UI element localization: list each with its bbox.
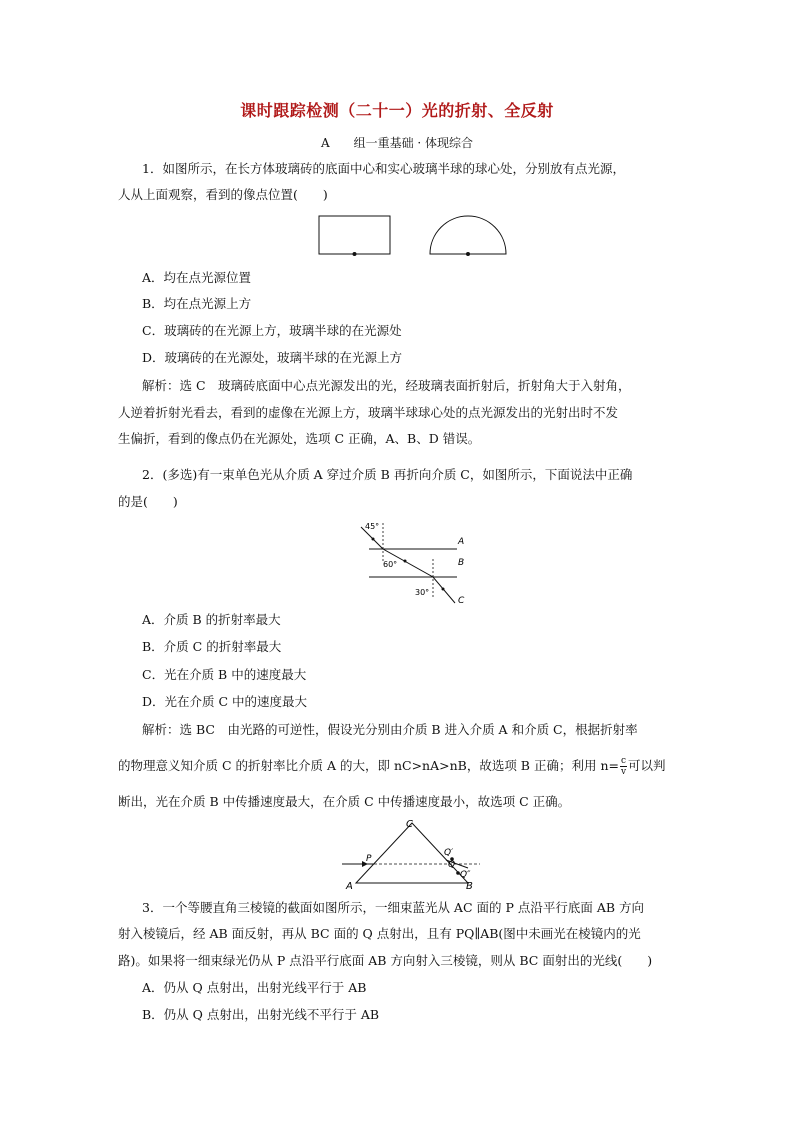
angle-60-label: 60° [383, 560, 398, 569]
point-q-double-prime-label: Q″ [460, 870, 471, 880]
q2-option-b: B．介质 C 的折射率最大 [142, 639, 282, 654]
medium-a-label: A [458, 537, 465, 547]
hemisphere-light-source-dot [466, 252, 470, 256]
angle-30-label: 30° [415, 588, 430, 597]
q2-stem-line1: 2．(多选)有一束单色光从介质 A 穿过介质 B 再折向介质 C，如图所示，下面说法中正确 [142, 467, 633, 482]
point-q-label: Q [448, 860, 456, 870]
glass-brick [319, 216, 390, 254]
q3-option-b: B．仍从 Q 点射出，出射光线不平行于 AB [142, 1007, 380, 1022]
q1-option-b: B．均在点光源上方 [142, 296, 252, 311]
q3-stem-line1: 3．一个等腰直角三棱镜的截面如图所示，一细束蓝光从 AC 面的 P 点沿平行底面 AB 方向 [142, 900, 645, 915]
brick-light-source-dot [353, 252, 357, 256]
medium-c-label: C [458, 596, 465, 606]
light-ray [361, 527, 455, 603]
point-q-prime-label: Q′ [444, 848, 454, 858]
vertex-c-label: C [406, 819, 413, 830]
q2-analysis-line2-part1: 的物理意义知介质 C 的折射率比介质 A 的大，即 nC>nA>nB，故选项 B 正确；利用 n= [118, 758, 619, 773]
q2-option-c: C．光在介质 B 中的速度最大 [142, 667, 307, 682]
angle-45-label: 45° [365, 522, 380, 531]
q2-stem-line2: 的是( ) [118, 494, 178, 509]
q1-option-a: A．均在点光源位置 [142, 270, 252, 285]
section-heading [0, 134, 794, 151]
q1-option-d: D．玻璃砖的在光源处，玻璃半球的在光源上方 [142, 350, 403, 365]
q2-figure [355, 515, 475, 607]
q2-option-a: A．介质 B 的折射率最大 [142, 612, 281, 627]
point-p-label: P [366, 854, 372, 864]
q1-analysis-line3: 生偏折，看到的像点仍在光源处，选项 C 正确，A、B、D 错误。 [118, 431, 481, 446]
ray-arrow-1 [372, 538, 375, 541]
q1-analysis-line1: 解析：选 C 玻璃砖底面中心点光源发出的光，经玻璃表面折射后，折射角大于入射角， [142, 378, 631, 393]
q3-figure [340, 817, 490, 891]
q1-analysis-line2: 人逆着折射光看去，看到的虚像在光源上方，玻璃半球球心处的点光源发出的光射出时不发 [118, 405, 619, 420]
velocity-fraction [620, 756, 627, 777]
q3-stem-line2: 射入棱镜后，经 AB 面反射，再从 BC 面的 Q 点射出，且有 PQ∥AB(图中未画光在棱镜内的光 [118, 926, 641, 941]
ray-arrow-2 [404, 560, 407, 563]
q1-stem-line2: 人从上面观察，看到的像点位置( ) [118, 187, 328, 202]
q3-option-a: A．仍从 Q 点射出，出射光线平行于 AB [142, 980, 367, 995]
glass-hemisphere [430, 216, 506, 254]
fraction-denominator: v [620, 767, 627, 777]
q1-figure [310, 212, 510, 262]
q1-stem-line1: 1．如图所示，在长方体玻璃砖的底面中心和实心玻璃半球的球心处，分别放有点光源， [142, 161, 625, 176]
q2-analysis-line3: 断出，光在介质 B 中传播速度最大，在介质 C 中传播速度最小，故选项 C 正确。 [118, 794, 571, 809]
vertex-b-label: B [466, 881, 473, 891]
q2-analysis-line1: 解析：选 BC 由光路的可逆性，假设光分别由介质 B 进入介质 A 和介质 C，根据折射率 [142, 722, 638, 737]
page-title [0, 98, 794, 121]
vertex-a-label: A [346, 881, 353, 891]
medium-b-label: B [458, 558, 465, 568]
section-text: A 组一重基础 · 体现综合 [320, 136, 474, 150]
q2-analysis-line2 [118, 753, 666, 779]
ray-arrow-3 [442, 588, 445, 591]
q2-analysis-line2-part2: 可以判 [628, 758, 666, 773]
q3-stem-line3: 路)。如果将一细束绿光仍从 P 点沿平行底面 AB 方向射入三棱镜，则从 BC 面射出的光线( ) [118, 953, 653, 968]
q2-option-d: D．光在介质 C 中的速度最大 [142, 694, 308, 709]
title-text: 课时跟踪检测（二十一）光的折射、全反射 [240, 101, 554, 120]
q1-option-c: C．玻璃砖的在光源上方，玻璃半球的在光源处 [142, 323, 402, 338]
fraction-numerator: c [620, 756, 627, 766]
